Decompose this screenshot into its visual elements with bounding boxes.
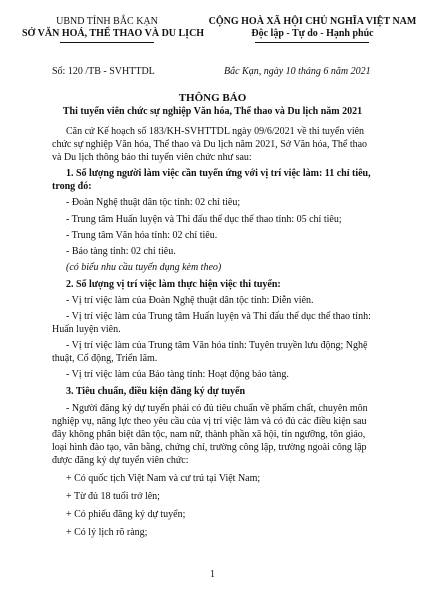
section1-item: - Trung tâm Huấn luyện và Thi đấu thể dục thể thao tỉnh: 05 chỉ tiêu; [66,214,342,225]
document-title: THÔNG BÁO [178,92,247,104]
section1-item: - Bảo tàng tỉnh: 02 chỉ tiêu. [66,246,176,257]
condition-item: + Từ đủ 18 tuổi trở lên; [66,491,160,502]
org-parent: UBND TỈNH BẮC KẠN [56,16,158,27]
section2-item: thuật, Cổ động, Triển lãm. [52,353,158,364]
condition-item: + Có quốc tịch Việt Nam và cư trú tại Việt Nam; [66,473,261,484]
section2-item: - Vị trí việc làm của Đoàn Nghệ thuật dân tộc tỉnh: Diễn viên. [66,295,314,306]
section3-paragraph-line: được đăng ký dự tuyển viên chức: [52,455,189,466]
org-name: SỞ VĂN HOÁ, THỂ THAO VÀ DU LỊCH [22,28,205,39]
section2-heading: 2. Số lượng vị trí việc làm thực hiện việc thi tuyển: [66,279,281,290]
condition-item: + Có lý lịch rõ ràng; [66,527,148,538]
motto-underline [255,42,369,43]
section1-note: (có biểu nhu cầu tuyển dụng kèm theo) [66,262,222,273]
section3-paragraph-line: loại hình đào tạo, văn bằng, chứng chỉ, trường công lập, trường ngoài công lập [52,442,367,453]
section1-item: - Trung tâm Văn hóa tỉnh: 02 chỉ tiêu. [66,230,218,241]
intro-line: chức sự nghiệp Văn hóa, Thể thao và Du lịch năm 2021, Sở Văn hóa, Thể thao [52,139,368,150]
national-motto: Độc lập - Tự do - Hạnh phúc [251,28,374,39]
section3-paragraph-line: đây không phân biệt dân tộc, nam nữ, thành phần xã hội, tín ngưỡng, tôn giáo, [52,429,366,440]
intro-line: Căn cứ Kế hoạch số 183/KH-SVHTTDL ngày 09/6/2021 về thi tuyển viên [66,126,365,137]
section3-heading: 3. Tiêu chuẩn, điều kiện đăng ký dự tuyển [66,386,246,397]
section3-paragraph-line: nghiệp vụ, năng lực theo yêu cầu của vị trí việc làm và có đủ các điều kiện sau [52,416,367,427]
section1-item: - Đoàn Nghệ thuật dân tộc tỉnh: 02 chỉ tiêu; [66,197,241,208]
document-date: Bắc Kạn, ngày 10 tháng 6 năm 2021 [224,66,371,77]
section2-item: Huấn luyện viên. [52,324,121,335]
section2-item: - Vị trí việc làm của Trung tâm Văn hóa tỉnh: Tuyên truyền lưu động; Nghệ [66,340,368,351]
condition-item: + Có phiếu đăng ký dự tuyển; [66,509,186,520]
section2-item: - Vị trí việc làm của Bảo tàng tỉnh: Hoạt động bảo tàng. [66,369,289,380]
document-number: Số: 120 /TB - SVHTTDL [52,66,155,77]
section3-paragraph-line: - Người đăng ký dự tuyển phải có đủ tiêu chuẩn về phẩm chất, chuyên môn [66,403,368,414]
section1-heading: trong đó: [52,181,92,192]
national-title: CỘNG HOÀ XÃ HỘI CHỦ NGHĨA VIỆT NAM [208,16,417,27]
org-underline [60,42,154,43]
section2-item: - Vị trí việc làm của Trung tâm Huấn luyện và Thi đấu thể dục thể thao tỉnh: [66,311,371,322]
page-number: 1 [210,569,215,580]
document-subtitle: Thi tuyển viên chức sự nghiệp Văn hóa, Thể thao và Du lịch năm 2021 [62,106,363,117]
section1-heading: 1. Số lượng người làm việc cần tuyển ứng với vị trí việc làm: 11 chỉ tiêu, [66,168,371,179]
intro-line: và Du lịch thông báo thi tuyển viên chức như sau: [52,152,252,163]
